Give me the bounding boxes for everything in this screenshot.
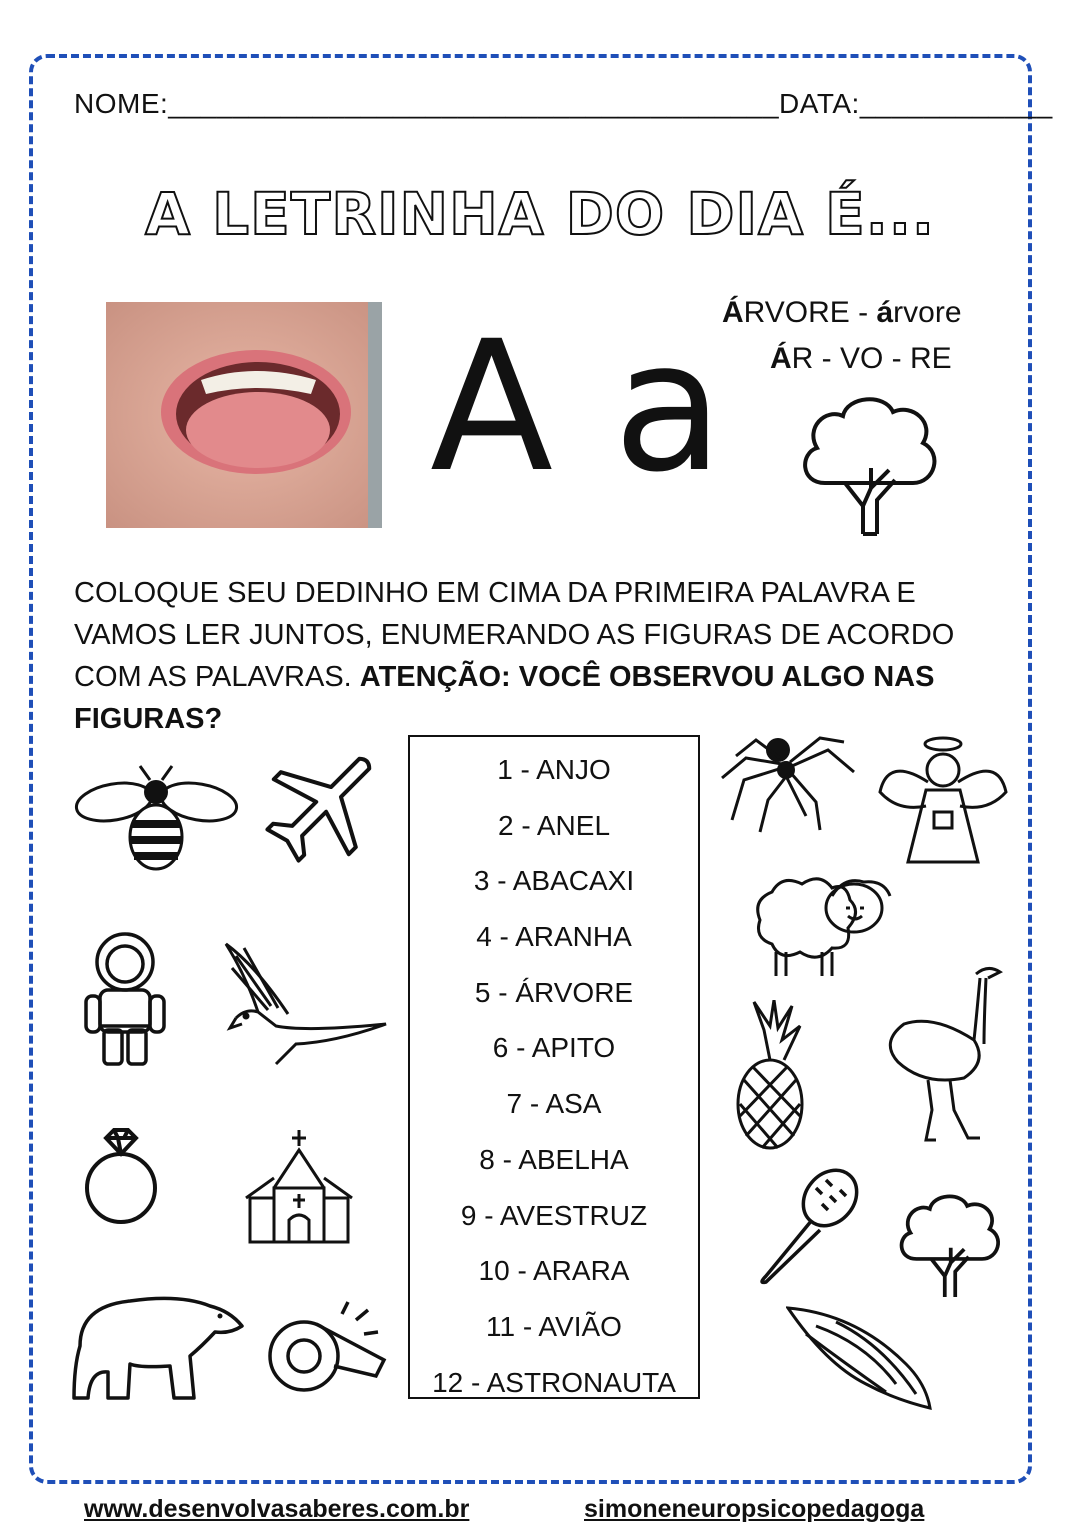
church-icon (244, 1128, 354, 1244)
instructions-text: COLOQUE SEU DEDINHO EM CIMA DA PRIMEIRA PALAVRA E VAMOS LER JUNTOS, ENUMERANDO AS FIGURAS DE ACORDO COM AS PALAVRAS. (74, 577, 955, 693)
letter-lower: a (613, 303, 724, 512)
word-list-item: 6 - APITO (492, 1032, 616, 1064)
footer-site[interactable]: www.desenvolvasaberes.com.br (84, 1495, 470, 1523)
pineapple-icon (734, 1000, 806, 1152)
word-lower-rest: rvore (893, 296, 962, 329)
syllable-bold: Á (770, 342, 792, 375)
spider-icon (716, 728, 856, 834)
word-list (410, 737, 698, 1413)
word-list-item: 9 - AVESTRUZ (460, 1199, 648, 1231)
word-list-item: 7 - ASA (506, 1088, 602, 1120)
word-list-item: 3 - ABACAXI (473, 865, 635, 897)
word-upper-rest: RVORE - (743, 296, 877, 329)
page-title: A LETRINHA DO DIA É... (145, 180, 935, 248)
bee-icon (74, 762, 239, 872)
instructions-bold: ATENÇÃO: VOCÊ OBSERVOU ALGO NAS FIGURAS? (74, 661, 935, 735)
brush-icon (756, 1168, 860, 1286)
polar-bear-icon (70, 1286, 244, 1408)
footer-author[interactable]: simoneneuropsicopedagoga (584, 1495, 925, 1523)
astronaut-icon (80, 930, 170, 1072)
ostrich-icon (884, 962, 1010, 1144)
instructions (74, 572, 1004, 740)
tree-icon (795, 388, 945, 538)
mouth-photo (106, 302, 382, 528)
whistle-icon (264, 1300, 392, 1396)
word-list-item: 10 - ARARA (478, 1255, 630, 1287)
tree-icon-small (894, 1184, 1006, 1304)
sheep-icon (752, 872, 894, 980)
wing-icon (786, 1304, 932, 1412)
macaw-icon (216, 936, 388, 1070)
ring-icon (82, 1126, 160, 1226)
letter-upper: A (430, 303, 554, 512)
big-letters (430, 303, 724, 512)
name-date-line: NOME:______________________________________DATA:____________ (74, 88, 1053, 119)
word-lower-bold: á (876, 296, 894, 329)
example-syllables (770, 342, 952, 376)
word-list-item: 1 - ANJO (497, 754, 611, 785)
word-list-item: 12 - ASTRONAUTA (432, 1366, 676, 1398)
airplane-icon (262, 742, 387, 867)
example-word (722, 296, 962, 330)
word-list-item: 2 - ANEL (497, 809, 611, 841)
word-list-item: 4 - ARANHA (476, 921, 632, 953)
angel-icon (878, 732, 1008, 868)
word-list-box (408, 735, 700, 1399)
syllable-rest: R - VO - RE (791, 342, 952, 375)
word-list-item: 11 - AVIÃO (486, 1310, 622, 1342)
word-upper-bold: Á (722, 296, 744, 329)
word-list-item: 5 - ÁRVORE (474, 976, 634, 1008)
word-list-item: 8 - ABELHA (479, 1143, 629, 1175)
